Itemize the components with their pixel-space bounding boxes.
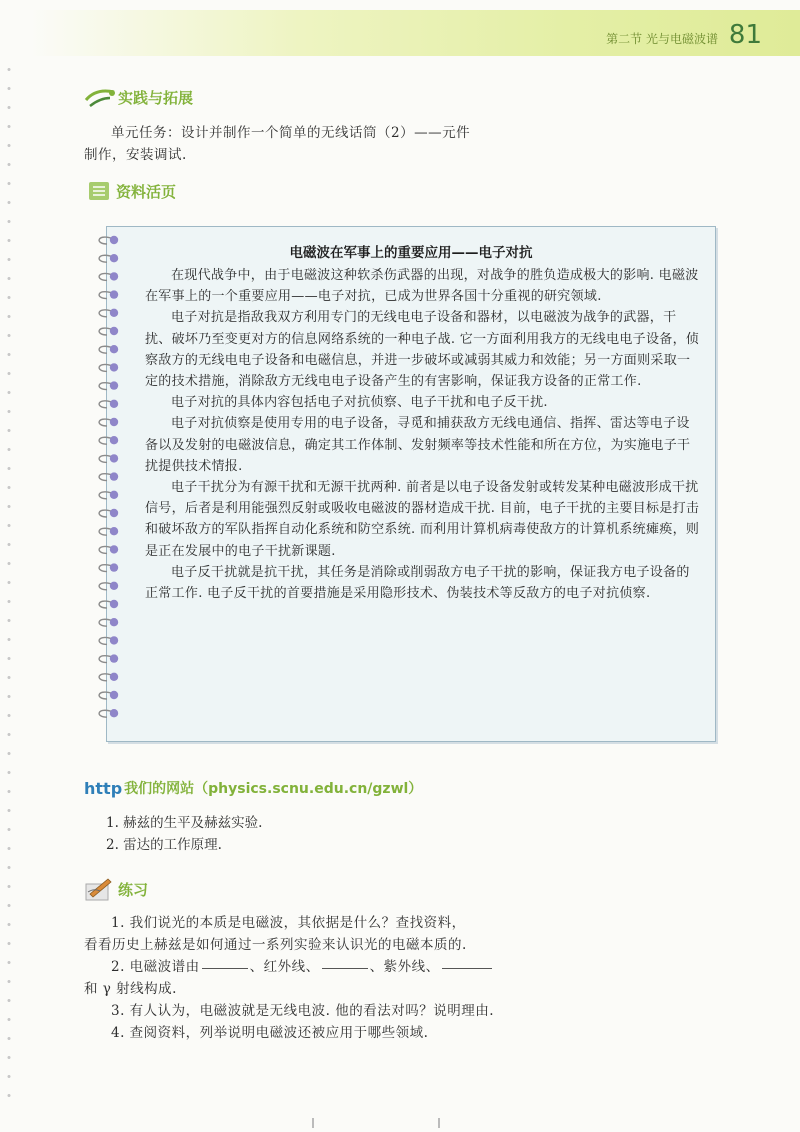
ring-hole — [110, 290, 118, 298]
resources-heading-label: 资料活页 — [116, 182, 177, 201]
spiral-ring — [99, 710, 111, 717]
section-title: 第二节 光与电磁波谱 — [606, 32, 718, 46]
exercise-item — [84, 956, 644, 978]
article-body — [145, 265, 701, 604]
spiral-ring — [99, 674, 111, 681]
article-paragraph: 在现代战争中，由于电磁波这种软杀伤武器的出现，对战争的胜负造成极大的影响. 电磁波在军事上的一个重要应用——电子对抗，已成为世界各国十分重视的研究领域. — [145, 268, 699, 305]
fill-blank[interactable] — [202, 968, 248, 969]
ring-hole — [110, 600, 118, 608]
ring-hole — [110, 472, 118, 480]
spiral-rings — [93, 232, 123, 732]
exercises-heading-label: 练习 — [118, 880, 149, 899]
practice-text — [84, 122, 644, 166]
page-bottom-mark — [312, 1118, 440, 1128]
practice-heading — [84, 86, 193, 108]
ring-hole — [110, 381, 118, 389]
ring-hole — [110, 418, 118, 426]
spiral-ring — [99, 565, 111, 572]
spiral-ring — [99, 619, 111, 626]
practice-line: 单元任务：设计并制作一个简单的无线话筒（2）——元件 — [111, 125, 471, 141]
exercise-item: 1. 我们说光的本质是电磁波，其依据是什么？查找资料， — [111, 915, 466, 931]
spiral-ring — [99, 492, 111, 499]
exercise-item-cont: 看看历史上赫兹是如何通过一系列实验来认识光的电磁本质的. — [84, 937, 467, 953]
spiral-ring — [99, 455, 111, 462]
spiral-ring — [99, 656, 111, 663]
spiral-ring — [99, 601, 111, 608]
resource-notebook-panel — [106, 226, 716, 742]
fill-blank[interactable] — [322, 968, 368, 969]
exercise-item: 3. 有人认为，电磁波就是无线电波. 他的看法对吗？说明理由. — [111, 1003, 495, 1019]
list-item: 2. 雷达的工作原理. — [106, 837, 222, 853]
ring-hole — [110, 509, 118, 517]
spiral-ring — [99, 292, 111, 299]
exercise-item: 4. 查阅资料，列举说明电磁波还被应用于哪些领域. — [111, 1025, 429, 1041]
exercise-text: 、紫外线、 — [369, 959, 440, 975]
page-number: 81 — [728, 20, 762, 50]
spiral-ring — [99, 419, 111, 426]
article-paragraph: 电子对抗侦察是使用专用的电子设备，寻觅和捕获敌方无线电通信、指挥、雷达等电子设备以及发射的电磁波信息，确定其工作体制、发射频率等技术性能和所在方位，为实施电子干扰提供技术情报. — [145, 416, 691, 474]
spiral-ring — [99, 474, 111, 481]
ring-hole — [110, 673, 118, 681]
ring-hole — [110, 545, 118, 553]
binding-dots — [6, 60, 12, 1100]
page-header — [30, 10, 800, 56]
resources-heading — [88, 180, 176, 202]
spiral-ring — [99, 637, 111, 644]
ring-hole — [110, 636, 118, 644]
spiral-ring — [99, 364, 111, 371]
spiral-ring — [99, 255, 111, 262]
ring-hole — [110, 563, 118, 571]
pencil-paper-icon — [84, 876, 114, 902]
website-list — [106, 812, 262, 856]
list-item: 1. 赫兹的生平及赫兹实验. — [106, 815, 263, 831]
website-heading-label: 我们的网站（physics.scnu.edu.cn/gzwl） — [124, 781, 423, 797]
ring-hole — [110, 491, 118, 499]
http-icon: http — [84, 778, 123, 798]
spiral-ring — [99, 546, 111, 553]
exercise-item-cont: 和 γ 射线构成. — [84, 981, 177, 997]
spiral-ring — [99, 383, 111, 390]
article-title: 电磁波在军事上的重要应用——电子对抗 — [289, 245, 533, 261]
ring-hole — [110, 436, 118, 444]
practice-heading-label: 实践与拓展 — [118, 88, 194, 107]
spiral-ring — [99, 528, 111, 535]
article-paragraph: 电子反干扰就是抗干扰，其任务是消除或削弱敌方电子干扰的影响，保证我方电子设备的正常工作. 电子反干扰的首要措施是采用隐形技术、伪装技术等反敌方的电子对抗侦察. — [145, 564, 690, 602]
notebook-icon — [88, 180, 110, 202]
ring-hole — [110, 691, 118, 699]
ring-hole — [110, 654, 118, 662]
ring-hole — [110, 454, 118, 462]
ring-hole — [110, 272, 118, 280]
spiral-ring — [99, 328, 111, 335]
website-heading — [84, 778, 422, 798]
ring-hole — [110, 582, 118, 590]
ring-hole — [110, 363, 118, 371]
spiral-ring — [99, 692, 111, 699]
article-paragraph: 电子干扰分为有源干扰和无源干扰两种. 前者是以电子设备发射或转发某种电磁波形成干扰信号，后者是利用能强烈反射或吸收电磁波的器材造成干扰. 目前，电子干扰的主要目标是打击和破坏敌方的军队指挥自动化系统和防空系统. 而利用计算机病毒使敌方的计算机系统瘫痪，则是正在发展中的电子干扰新课题. — [145, 480, 700, 559]
article-paragraph: 电子对抗的具体内容包括电子对抗侦察、电子干扰和电子反干扰. — [171, 395, 548, 411]
ring-hole — [110, 236, 118, 244]
spiral-ring — [99, 273, 111, 280]
exercises-heading — [84, 876, 148, 902]
ring-hole — [110, 254, 118, 262]
spiral-ring — [99, 401, 111, 408]
ring-hole — [110, 345, 118, 353]
practice-line: 制作，安装调试. — [84, 147, 187, 163]
arrow-swoosh-icon — [84, 86, 118, 108]
exercise-list — [84, 912, 644, 1044]
spiral-ring — [99, 437, 111, 444]
ring-hole — [110, 327, 118, 335]
article-paragraph: 电子对抗是指敌我双方利用专门的无线电电子设备和器材，以电磁波为战争的武器，干扰、破坏乃至变更对方的信息网络系统的一种电子战. 它一方面利用我方的无线电电子设备，侦察敌方的无线电电子设备和电磁信息，并进一步破坏或减弱其威力和效能；另一方面则采取一定的技术措施，消除敌方无线电电子设备产生的有害影响，保证我方设备的正常工作. — [145, 310, 700, 390]
ring-hole — [110, 400, 118, 408]
ring-hole — [110, 309, 118, 317]
spiral-ring — [99, 237, 111, 244]
ring-hole — [110, 709, 118, 717]
spiral-ring — [99, 510, 111, 517]
spiral-ring — [99, 583, 111, 590]
exercise-text: 2. 电磁波谱由 — [111, 959, 200, 975]
ring-hole — [110, 618, 118, 626]
ring-hole — [110, 527, 118, 535]
exercise-text: 、红外线、 — [249, 959, 320, 975]
spiral-ring — [99, 310, 111, 317]
spiral-ring — [99, 346, 111, 353]
fill-blank[interactable] — [442, 968, 492, 969]
